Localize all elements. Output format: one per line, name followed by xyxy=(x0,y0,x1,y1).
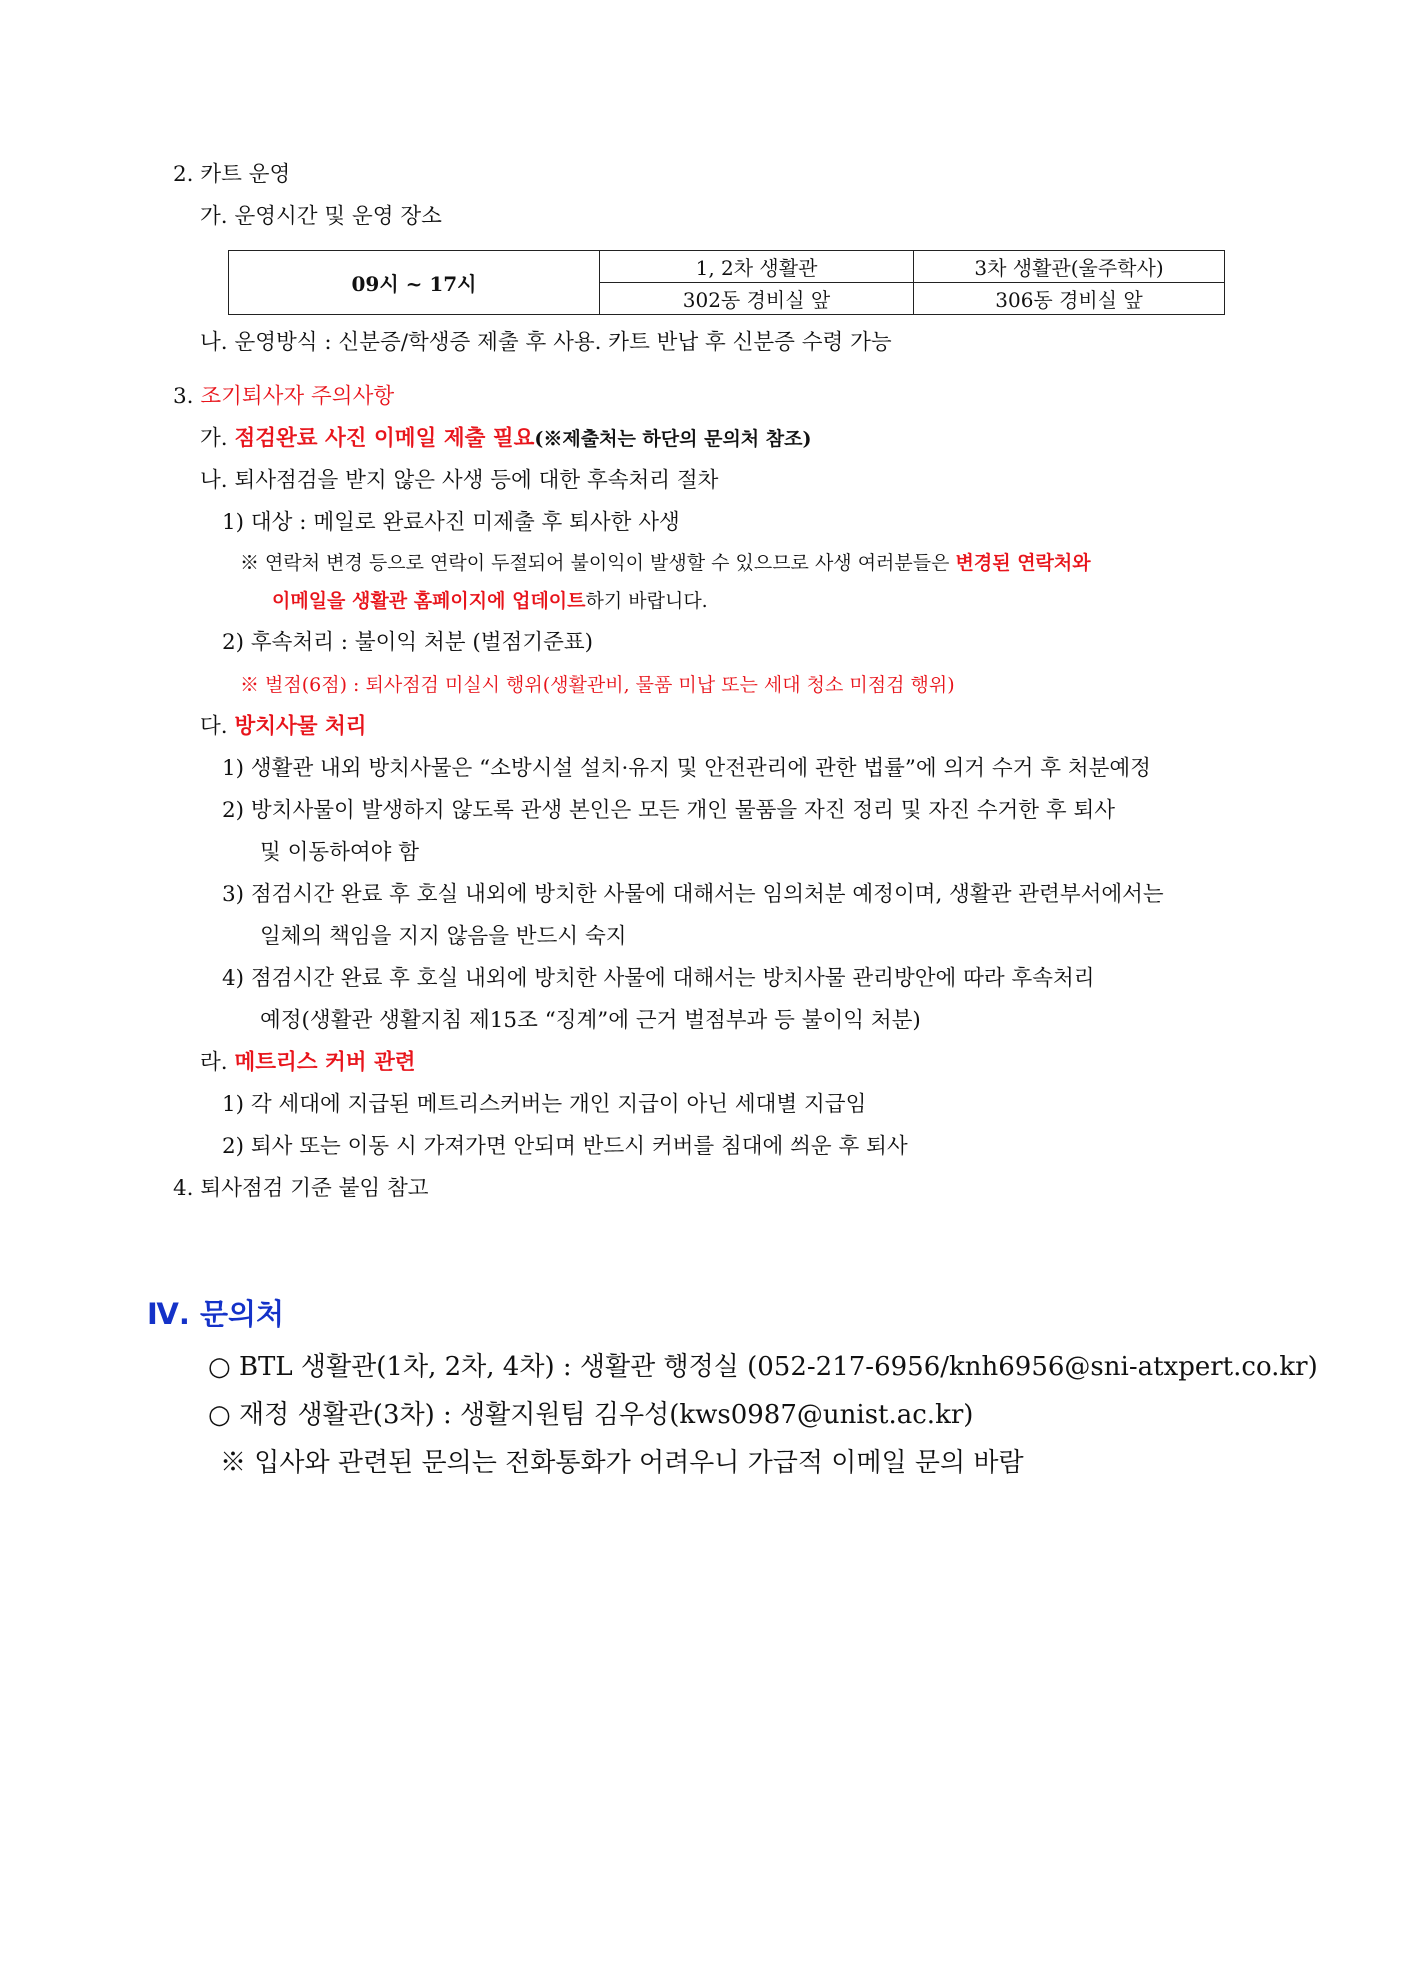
section-3-da-2b: 및 이동하여야 함 xyxy=(260,840,420,865)
section-3-ra-1: 1) 각 세대에 지급된 메트리스커버는 개인 지급이 아닌 세대별 지급임 xyxy=(222,1092,867,1117)
section-3-na-2: 2) 후속처리 : 불이익 처분 (벌점기준표) xyxy=(222,630,594,655)
section-3-da-4a: 4) 점검시간 완료 후 호실 내외에 방치한 사물에 대해서는 방치사물 관리방안에 따라 후속처리 xyxy=(222,966,1095,991)
section-3-title: 조기퇴사자 주의사항 xyxy=(200,384,395,409)
section-3-ra-2: 2) 퇴사 또는 이동 시 가져가면 안되며 반드시 커버를 침대에 씌운 후 퇴사 xyxy=(222,1134,908,1159)
section-3-da xyxy=(200,714,367,740)
section-3-number: 3. xyxy=(173,384,201,409)
cart-time-cell: 09시 ~ 17시 xyxy=(229,251,600,315)
section-3-na-note-line1 xyxy=(240,552,1091,575)
section-3-na: 나. 퇴사점검을 받지 않은 사생 등에 대한 후속처리 절차 xyxy=(200,468,719,493)
contact-finance: ○ 재정 생활관(3차) : 생활지원팀 김우성(kws0987@unist.ac.kr) xyxy=(208,1400,974,1430)
photo-email-required: 점검완료 사진 이메일 제출 필요 xyxy=(234,426,535,451)
section-3-da-1: 1) 생활관 내외 방치사물은 “소방시설 설치·유지 및 안전관리에 관한 법률”에 의거 수거 후 처분예정 xyxy=(222,756,1151,781)
section-4-line: 4. 퇴사점검 기준 붙임 참고 xyxy=(173,1176,429,1201)
section-2-title: 2. 카트 운영 xyxy=(173,162,291,187)
section-3-ra-prefix: 라. xyxy=(200,1050,235,1075)
contact-title: Ⅳ. 문의처 xyxy=(147,1297,285,1331)
contact-note: ※ 입사와 관련된 문의는 전화통화가 어려우니 가급적 이메일 문의 바람 xyxy=(220,1448,1024,1478)
section-3-heading xyxy=(173,384,394,410)
section-3-da-2a: 2) 방치사물이 발생하지 않도록 관생 본인은 모든 개인 물품을 자진 정리 및 자진 수거한 후 퇴사 xyxy=(222,798,1116,823)
section-3-da-title: 방치사물 처리 xyxy=(234,714,367,739)
section-3-da-prefix: 다. xyxy=(200,714,235,739)
penalty-note: ※ 벌점(6점) : 퇴사점검 미실시 행위(생활관비, 물품 미납 또는 세대 청소 미점검 행위) xyxy=(240,674,955,696)
section-2-na: 나. 운영방식 : 신분증/학생증 제출 후 사용. 카트 반납 후 신분증 수령 가능 xyxy=(200,330,892,355)
na-note-red1: 변경된 연락처와 xyxy=(955,552,1091,574)
na-note-text-end: 하기 바랍니다. xyxy=(585,590,708,612)
section-3-na-note-line2 xyxy=(272,590,708,613)
section-3-da-3b: 일체의 책임을 지지 않음을 반드시 숙지 xyxy=(260,924,627,949)
photo-email-note: (※제출처는 하단의 문의처 참조) xyxy=(534,428,812,450)
section-3-ra-title: 메트리스 커버 관련 xyxy=(234,1050,416,1075)
cart-header-dorm-12: 1, 2차 생활관 xyxy=(600,251,914,283)
section-2-ga: 가. 운영시간 및 운영 장소 xyxy=(200,204,442,229)
section-3-da-3a: 3) 점검시간 완료 후 호실 내외에 방치한 사물에 대해서는 임의처분 예정이며, 생활관 관련부서에서는 xyxy=(222,882,1164,907)
section-3-ra xyxy=(200,1050,416,1076)
section-3-ga-prefix: 가. xyxy=(200,426,235,451)
cart-schedule-table xyxy=(228,250,1225,315)
contact-btl: ○ BTL 생활관(1차, 2차, 4차) : 생활관 행정실 (052-217-6956/knh6956@sni-atxpert.co.kr) xyxy=(208,1352,1318,1382)
cart-location-306: 306동 경비실 앞 xyxy=(914,283,1225,315)
cart-header-dorm-3: 3차 생활관(울주학사) xyxy=(914,251,1225,283)
na-note-red2: 이메일을 생활관 홈페이지에 업데이트 xyxy=(272,590,586,612)
section-3-ga xyxy=(200,426,811,452)
section-3-da-4b: 예정(생활관 생활지침 제15조 “징계”에 근거 벌점부과 등 불이익 처분) xyxy=(260,1008,921,1033)
section-3-na-1: 1) 대상 : 메일로 완료사진 미제출 후 퇴사한 사생 xyxy=(222,510,680,535)
cart-location-302: 302동 경비실 앞 xyxy=(600,283,914,315)
na-note-text: ※ 연락처 변경 등으로 연락이 두절되어 불이익이 발생할 수 있으므로 사생 여러분들은 xyxy=(240,552,956,574)
